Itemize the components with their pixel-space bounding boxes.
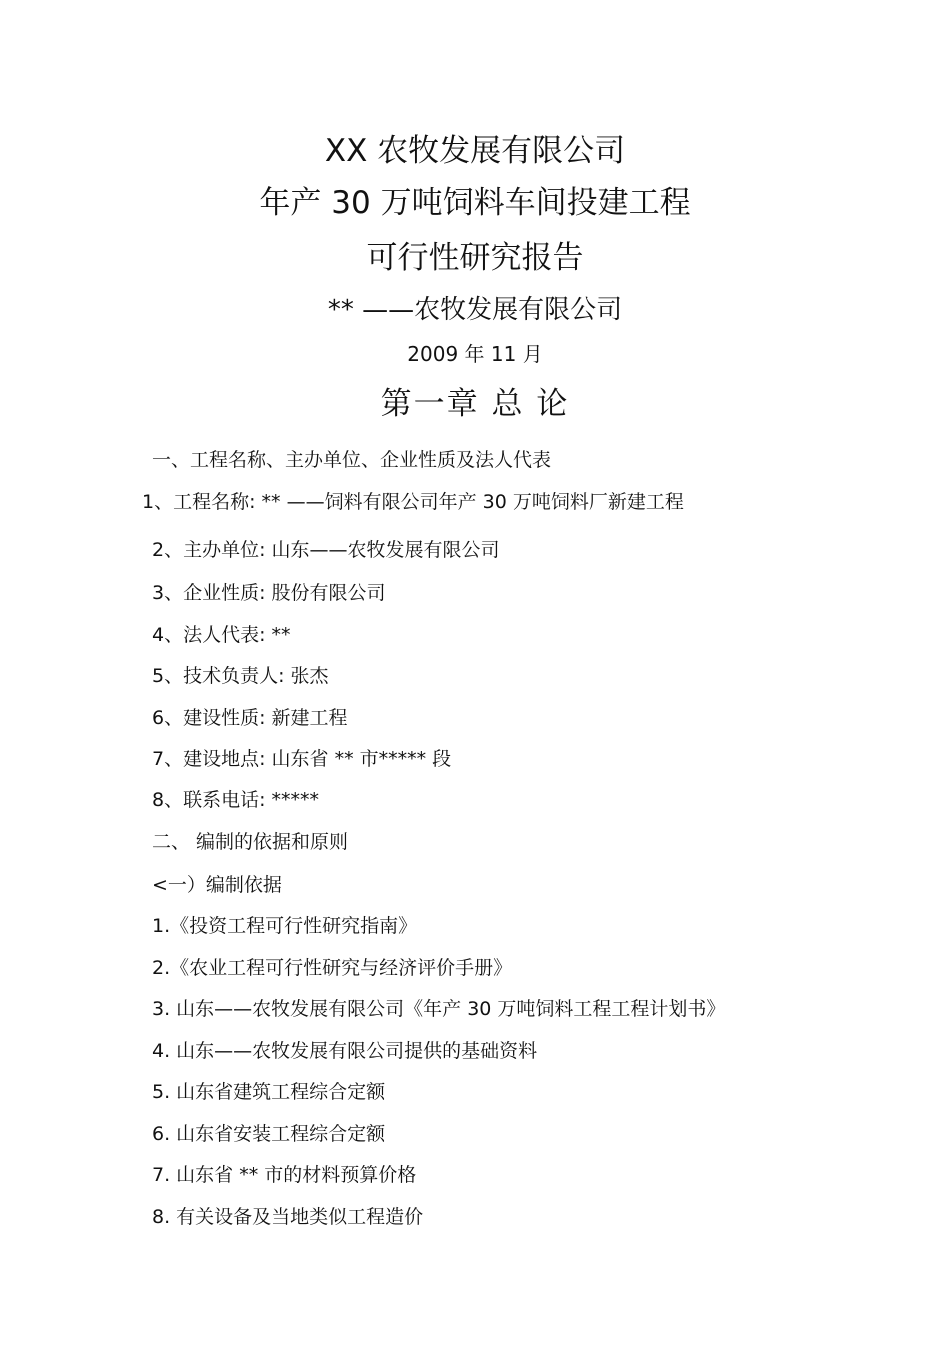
- section-heading-1: 一、工程名称、主办单位、企业性质及法人代表: [152, 449, 552, 471]
- list-item: 8. 有关设备及当地类似工程造价: [152, 1206, 424, 1228]
- section-heading-2: 二、 编制的依据和原则: [152, 831, 349, 853]
- list-item: 1.《投资工程可行性研究指南》: [152, 915, 418, 937]
- list-item: 3、企业性质: 股份有限公司: [152, 582, 386, 604]
- report-date: 2009 年 11 月: [407, 342, 543, 366]
- list-item: 8、联系电话: *****: [152, 789, 320, 811]
- title-company: XX 农牧发展有限公司: [324, 133, 626, 169]
- title-report-type: 可行性研究报告: [366, 240, 584, 276]
- list-item: 5、技术负责人: 张杰: [152, 665, 329, 687]
- list-item: 6. 山东省安装工程综合定额: [152, 1123, 386, 1145]
- list-item: 6、建设性质: 新建工程: [152, 707, 348, 729]
- list-item: 4. 山东——农牧发展有限公司提供的基础资料: [152, 1040, 538, 1062]
- sub-heading: <一）编制依据: [152, 874, 282, 896]
- chapter-heading: 第一章 总 论: [380, 386, 570, 422]
- list-item: 1、工程名称: ** ——饲料有限公司年产 30 万吨饲料厂新建工程: [142, 491, 684, 513]
- list-item: 7. 山东省 ** 市的材料预算价格: [152, 1164, 417, 1186]
- author-company: ** ——农牧发展有限公司: [327, 295, 623, 325]
- list-item: 3. 山东——农牧发展有限公司《年产 30 万吨饲料工程工程计划书》: [152, 998, 726, 1020]
- list-item: 2、主办单位: 山东——农牧发展有限公司: [152, 539, 500, 561]
- list-item: 7、建设地点: 山东省 ** 市***** 段: [152, 748, 452, 770]
- list-item: 2.《农业工程可行性研究与经济评价手册》: [152, 957, 513, 979]
- list-item: 4、法人代表: **: [152, 624, 291, 646]
- title-project: 年产 30 万吨饲料车间投建工程: [259, 185, 691, 221]
- list-item: 5. 山东省建筑工程综合定额: [152, 1081, 386, 1103]
